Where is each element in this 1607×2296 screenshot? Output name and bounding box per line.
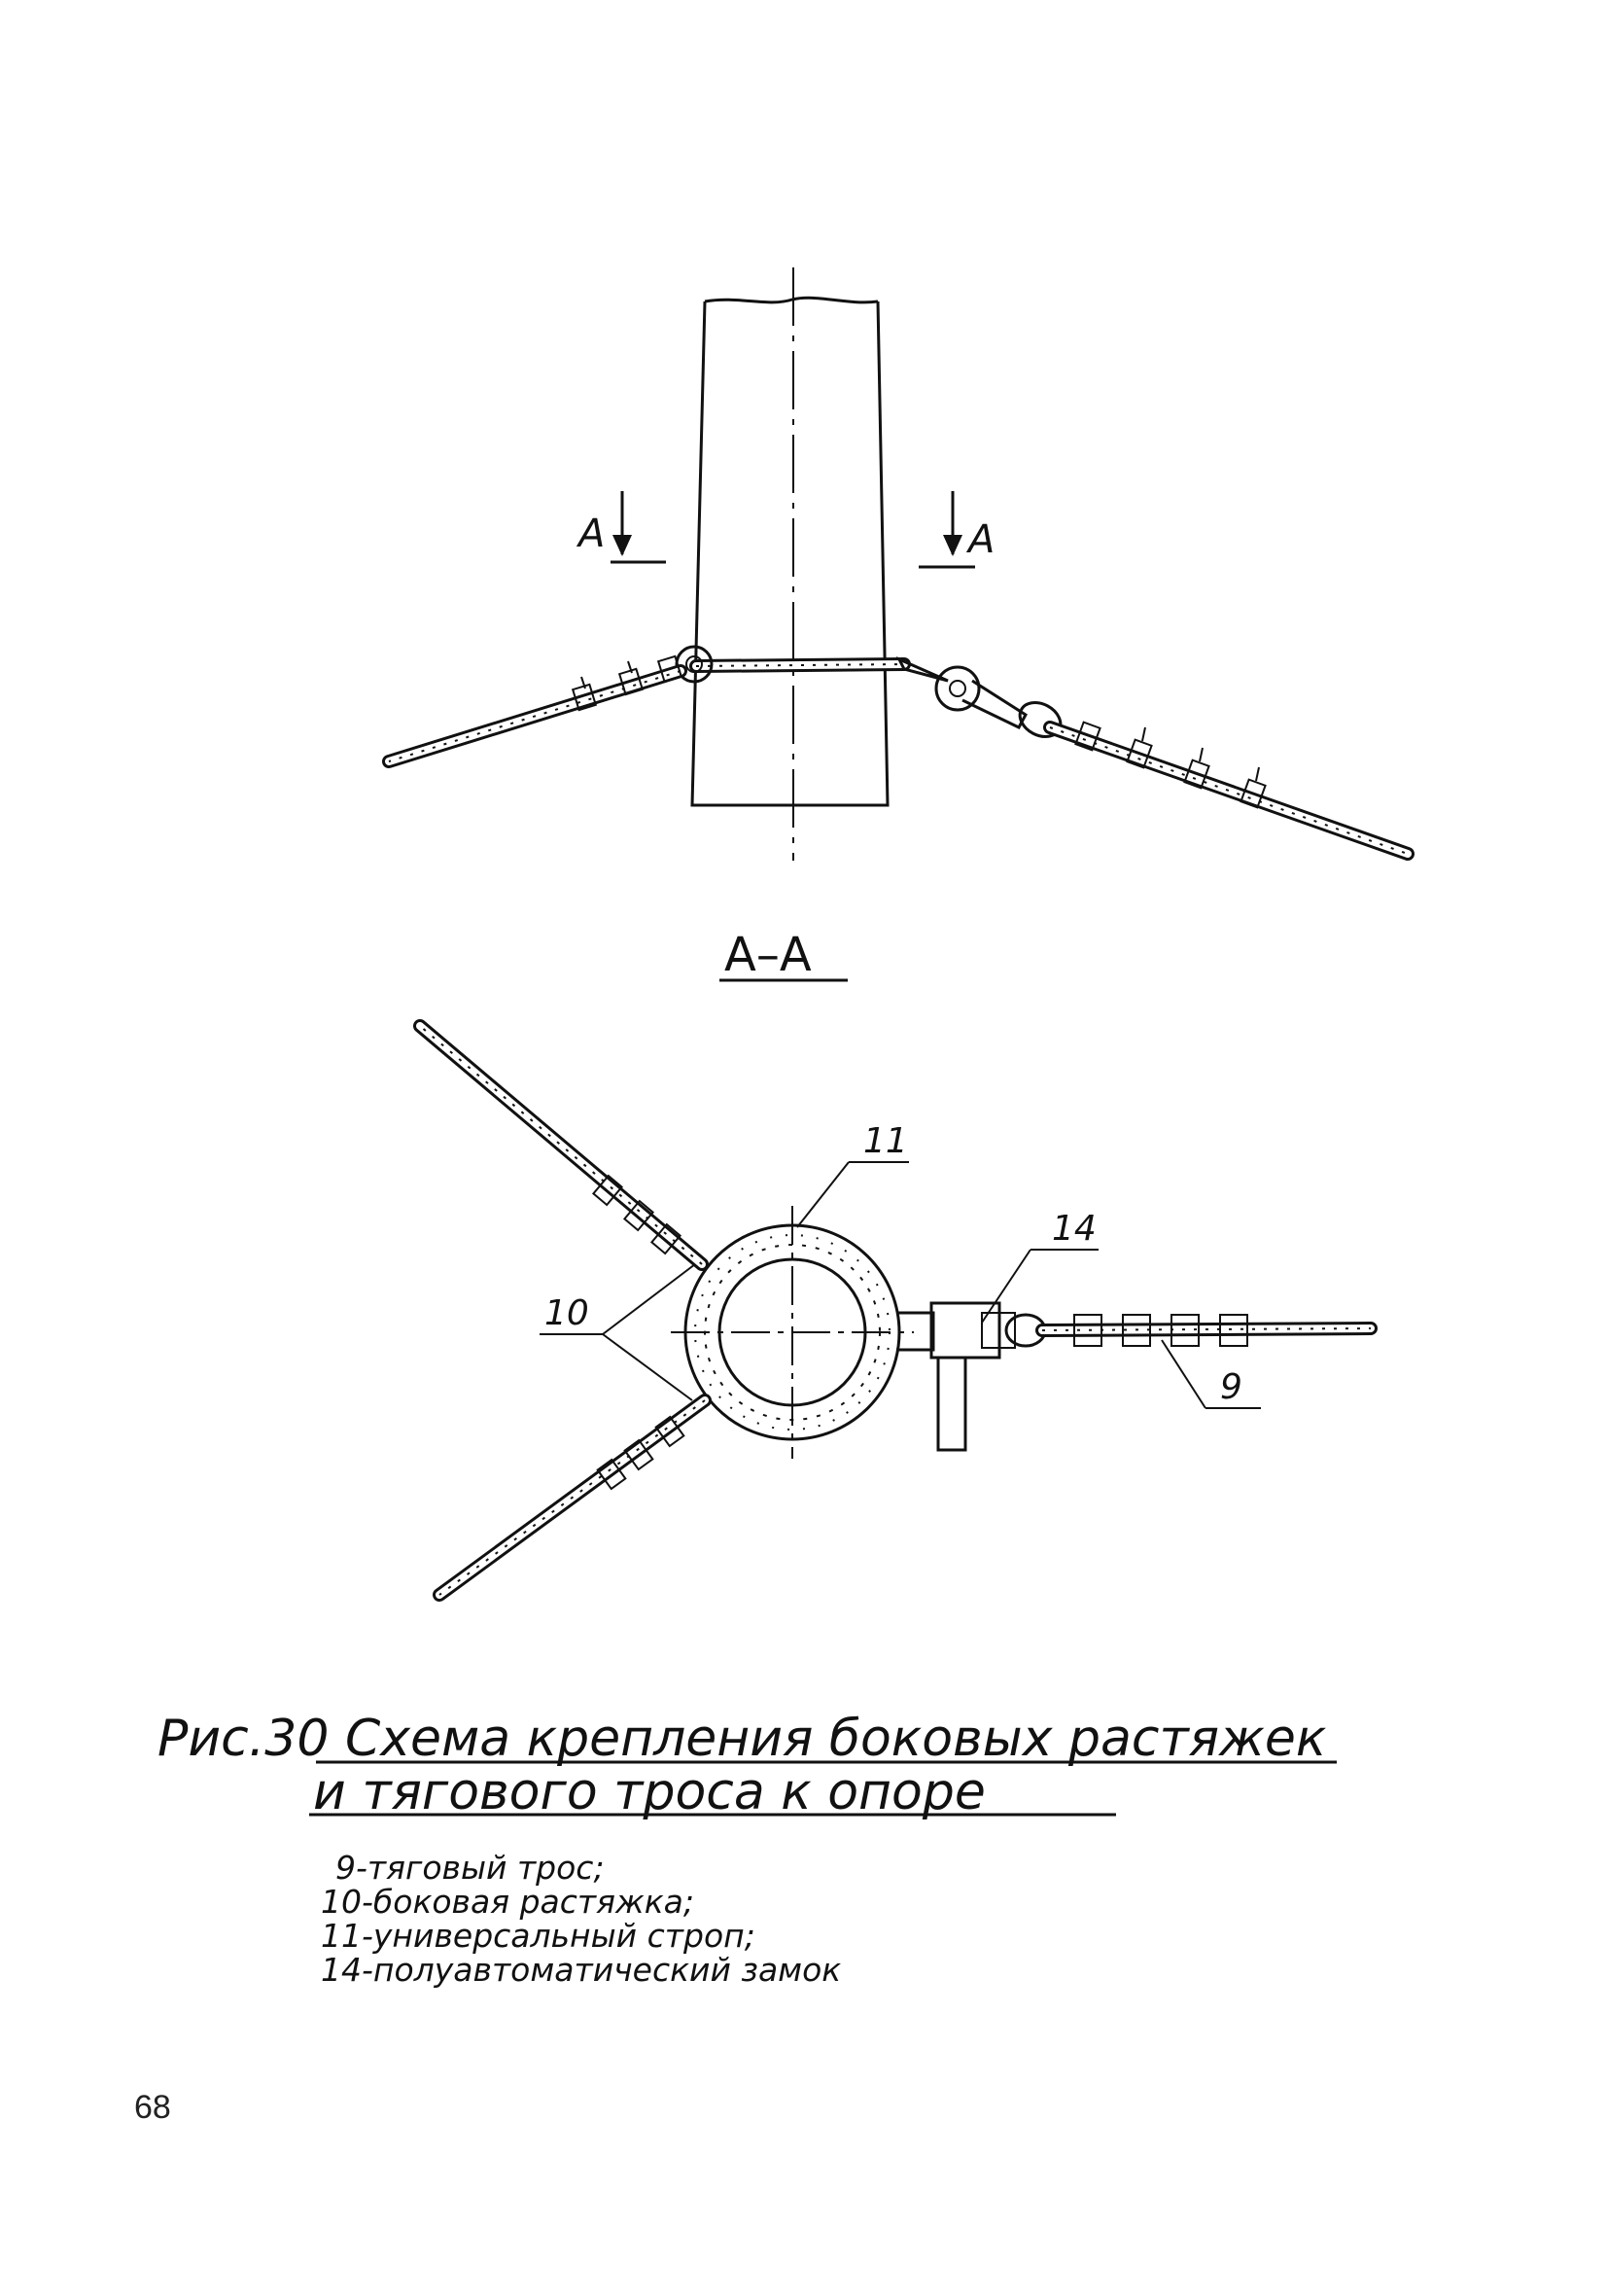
section-mark-left: А [578,512,606,556]
legend-item-9: 9-тяговый трос; [335,1849,605,1887]
legend [321,1849,841,1989]
elevation-view [389,267,1408,861]
callout-14: 14 [1052,1209,1097,1249]
callout-10: 10 [544,1293,589,1333]
section-arrow-left [576,491,666,562]
callout-9: 9 [1220,1367,1242,1407]
section-arrow-right [919,491,995,567]
pole-outline [692,301,888,805]
pole-break-line [705,298,878,302]
section-mark-right: А [968,517,996,562]
legend-item-14: 14-полуавтоматический замок [321,1951,842,1989]
caption-line-1: Рис.30 Схема крепления боковых растяжек [157,1710,1327,1768]
page-number: 68 [134,2089,171,2126]
section-title: А–А [724,928,812,982]
legend-item-11: 11-универсальный строп; [321,1917,755,1955]
caption-line-2: и тягового троса к опоре [313,1763,986,1821]
figure-caption [157,1710,1337,1821]
legend-item-10: 10-боковая растяжка; [321,1883,694,1921]
section-view [420,928,1371,1595]
lock-handle [938,1358,965,1450]
callout-11: 11 [863,1121,908,1161]
